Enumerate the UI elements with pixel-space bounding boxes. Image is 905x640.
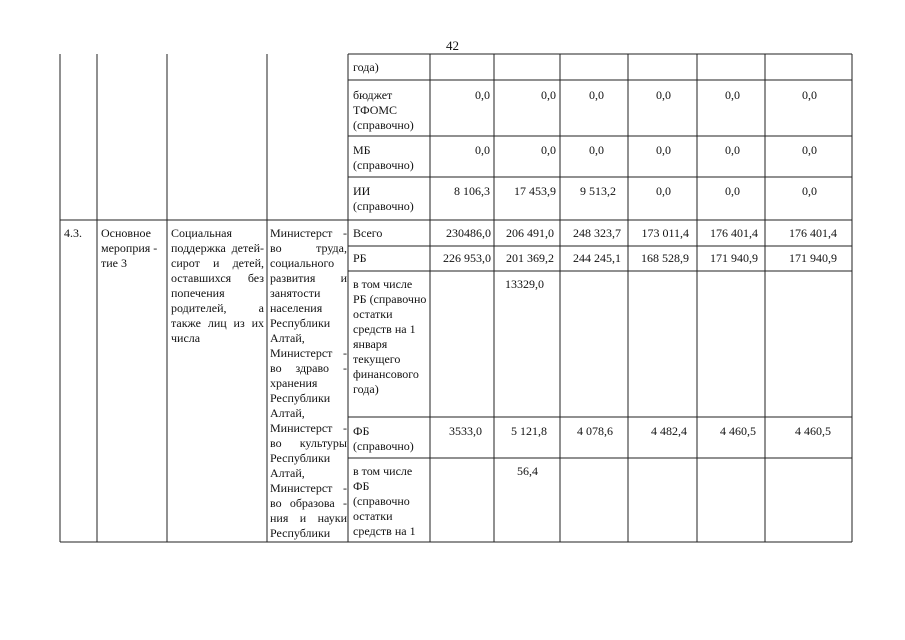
- value-cell: 0,0: [802, 184, 817, 198]
- value-cell: 0,0: [725, 143, 740, 157]
- value-cell: 0,0: [589, 88, 604, 102]
- value-cell: 171 940,9: [789, 251, 837, 265]
- activity-description: Социальная поддержка детей-сирот и детей, оставшихся без попечения родителей, а также лиц из их числа: [171, 226, 264, 345]
- value-cell: 0,0: [656, 88, 671, 102]
- source-cell-ii: ИИ (справочно): [353, 184, 414, 213]
- value-cell: 4 482,4: [651, 424, 687, 438]
- value-cell: 13329,0: [505, 277, 544, 291]
- value-cell: 3533,0: [449, 424, 482, 438]
- activity-name: Основное мероприя - тие 3: [101, 226, 158, 270]
- value-cell: 226 953,0: [443, 251, 491, 265]
- value-cell: 206 491,0: [506, 226, 554, 240]
- value-cell: 0,0: [802, 143, 817, 157]
- source-cell-mb: МБ (справочно): [353, 143, 414, 172]
- value-cell: 0,0: [656, 184, 671, 198]
- value-cell: 176 401,4: [789, 226, 837, 240]
- value-cell: 4 460,5: [795, 424, 831, 438]
- value-cell: 168 528,9: [641, 251, 689, 265]
- value-cell: 0,0: [541, 143, 556, 157]
- source-cell-fb: ФБ (справочно): [353, 424, 414, 453]
- value-cell: 201 369,2: [506, 251, 554, 265]
- source-cell-fb-balance: в том числе ФБ (справочно остатки средств на 1: [353, 464, 416, 538]
- source-cell-rb-balance: в том числе РБ (справочно остатки средств на 1 января текущего финансового года): [353, 277, 427, 396]
- value-cell: 4 460,5: [720, 424, 756, 438]
- value-cell: 244 245,1: [573, 251, 621, 265]
- source-cell-total: Всего: [353, 226, 383, 240]
- source-cell-tfoms: бюджет ТФОМС (справочно): [353, 88, 414, 132]
- page-number: 42: [446, 38, 459, 53]
- source-cell-rb: РБ: [353, 251, 367, 265]
- value-cell: 171 940,9: [710, 251, 758, 265]
- activity-executors: Министерст - во труда, социального развития и занятости населения Республики Алтай, Министерст - во здраво - хранения Республики Алтай, Министерст - во культуры Республики Алтай, Министерст - во образова - ния и науки Республики: [270, 226, 347, 540]
- value-cell: 0,0: [725, 184, 740, 198]
- value-cell: 176 401,4: [710, 226, 758, 240]
- value-cell: 0,0: [589, 143, 604, 157]
- value-cell: 8 106,3: [454, 184, 490, 198]
- value-cell: 9 513,2: [580, 184, 616, 198]
- value-cell: 0,0: [475, 88, 490, 102]
- value-cell: 0,0: [802, 88, 817, 102]
- value-cell: 248 323,7: [573, 226, 621, 240]
- value-cell: 0,0: [541, 88, 556, 102]
- value-cell: 230486,0: [446, 226, 491, 240]
- value-cell: 0,0: [656, 143, 671, 157]
- value-cell: 4 078,6: [577, 424, 613, 438]
- value-cell: 56,4: [517, 464, 538, 478]
- activity-number: 4.3.: [64, 226, 82, 240]
- value-cell: 173 011,4: [641, 226, 689, 240]
- source-cell-years-end: года): [353, 60, 379, 74]
- value-cell: 0,0: [475, 143, 490, 157]
- value-cell: 0,0: [725, 88, 740, 102]
- value-cell: 5 121,8: [511, 424, 547, 438]
- value-cell: 17 453,9: [514, 184, 556, 198]
